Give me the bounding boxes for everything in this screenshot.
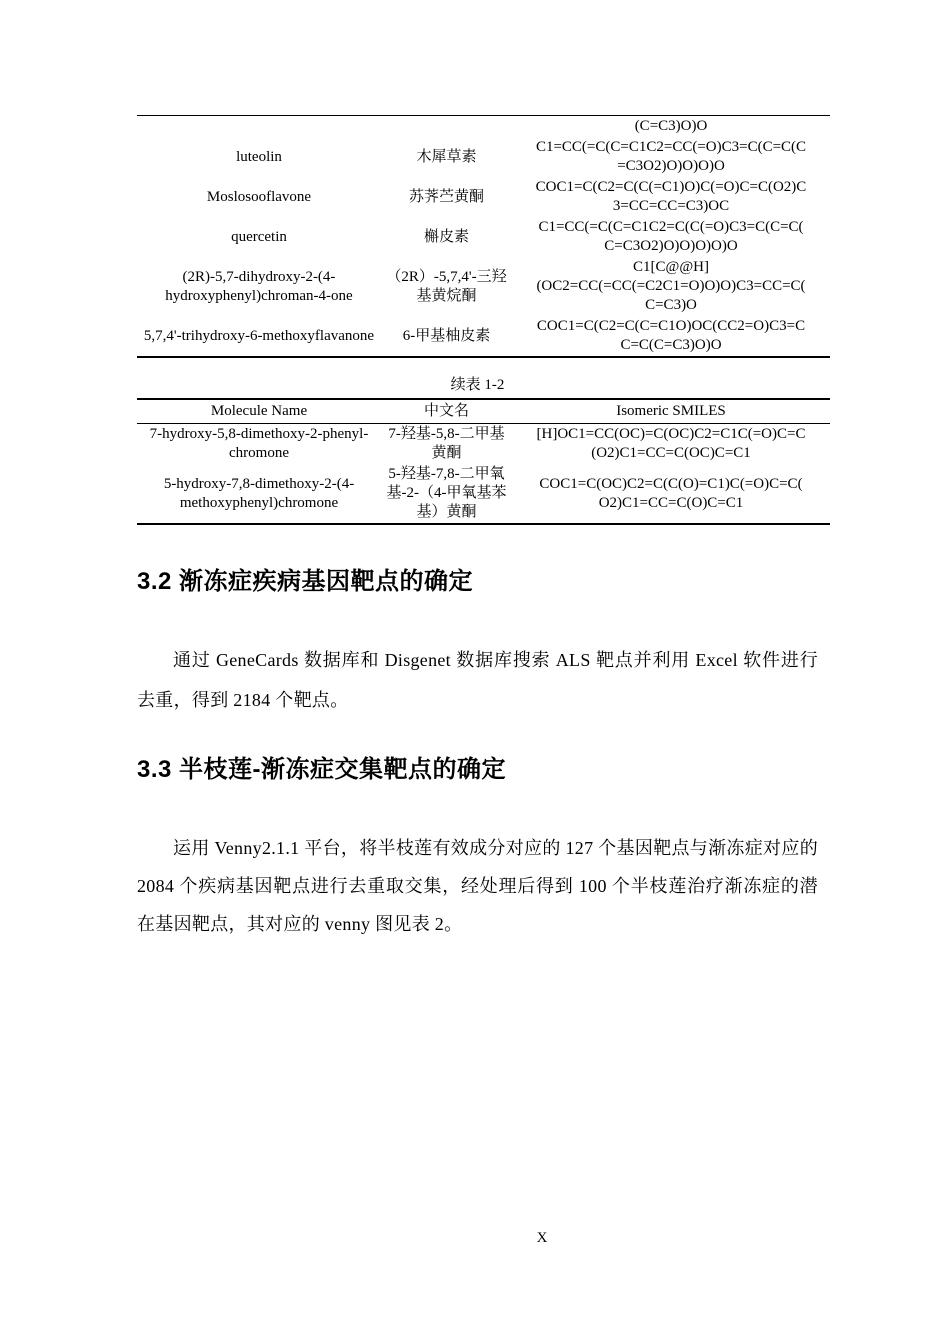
chinese-name-cell	[381, 116, 512, 138]
smiles-cell	[512, 217, 830, 257]
smiles-cell	[512, 424, 830, 465]
smiles-cell	[512, 177, 830, 217]
smiles-cell	[512, 464, 830, 524]
chinese-name-cell: （2R）-5,7,4'-三羟基黄烷酮	[386, 268, 507, 304]
smiles-cell	[512, 316, 830, 357]
section-heading-3-3: 3.3 半枝莲-渐冻症交集靶点的确定	[137, 756, 507, 783]
compound-table-continued-2	[137, 398, 830, 525]
smiles-text: 3=CC=CC=C3)OC	[612, 198, 730, 214]
molecule-name-cell: 5,7,4'-trihydroxy-6-methoxyflavanone	[143, 327, 375, 344]
chinese-name-cell: 6-甲基柚皮素	[402, 327, 491, 344]
smiles-text: C=C3)O	[645, 297, 697, 313]
chinese-name-cell: 苏荠苎黄酮	[408, 188, 484, 205]
column-header-chinese-name: 中文名	[381, 399, 512, 424]
table-row	[137, 316, 830, 357]
chinese-name-cell: 5-羟基-7,8-二甲氧基-2-（4-甲氧基苯基）黄酮	[386, 466, 507, 520]
section-paragraph-3-3: 运用 Venny2.1.1 平台，将半枝莲有效成分对应的 127 个基因靶点与渐冻症对应的 2084 个疾病基因靶点进行去重取交集，经处理后得到 100 个半枝莲治疗渐冻症的潜在基因靶点，其对应的 venny 图见表 2。	[137, 838, 818, 934]
chinese-name-cell: 槲皮素	[423, 228, 469, 245]
smiles-text: (OC2=CC(=CC(=C2C1=O)O)O)C3=CC=C(	[536, 278, 806, 294]
smiles-text: COC1=C(OC)C2=C(C(O)=C1)C(=O)C=C(	[539, 475, 803, 492]
smiles-text: O2)C1=CC=C(O)C=C1	[598, 494, 744, 511]
table-row	[137, 177, 830, 217]
section-heading-3-2: 3.2 渐冻症疾病基因靶点的确定	[137, 568, 474, 595]
smiles-text: (O2)C1=CC=C(OC)C=C1	[591, 445, 751, 461]
column-header-molecule-name: Molecule Name	[137, 399, 381, 424]
smiles-cell	[512, 257, 830, 316]
smiles-text: C1[C@@H]	[633, 259, 709, 275]
molecule-name-cell	[137, 116, 381, 138]
molecule-name-cell: luteolin	[236, 148, 282, 165]
chinese-name-cell: 木犀草素	[416, 148, 477, 165]
smiles-cell	[512, 116, 830, 138]
table-row	[137, 116, 830, 138]
smiles-text: C1=CC(=C(C=C1C2=CC(=O)C3=C(C=C(C	[535, 139, 807, 155]
table-row	[137, 257, 830, 316]
smiles-text: COC1=C(C2=C(C(=C1)O)C(=O)C=C(O2)C	[535, 179, 807, 195]
molecule-name-cell: 5-hydroxy-7,8-dimethoxy-2-(4-methoxyphenyl)chromone	[163, 475, 355, 511]
smiles-text: C1=CC(=C(C=C1C2=C(C(=O)C3=C(C=C(	[538, 219, 804, 235]
molecule-name-cell: (2R)-5,7-dihydroxy-2-(4-hydroxyphenyl)chroman-4-one	[165, 268, 353, 304]
molecule-name-cell: Moslosooflavone	[206, 188, 312, 205]
table-row	[137, 424, 830, 465]
page-number: X	[536, 1230, 548, 1246]
section-paragraph-3-2: 通过 GeneCards 数据库和 Disgenet 数据库搜索 ALS 靶点并利用 Excel 软件进行去重，得到 2184 个靶点。	[137, 650, 818, 710]
table-row	[137, 137, 830, 177]
molecule-name-cell: quercetin	[231, 228, 287, 245]
smiles-text: (C=C3)O)O	[634, 118, 708, 134]
smiles-text: =C3O2)O)O)O)O	[617, 158, 725, 174]
chinese-name-cell: 7-羟基-5,8-二甲基黄酮	[388, 426, 505, 461]
column-header-isomeric-smiles: Isomeric SMILES	[512, 399, 830, 424]
molecule-name-cell: 7-hydroxy-5,8-dimethoxy-2-phenyl-chromone	[149, 426, 369, 461]
compound-table-continued	[137, 115, 830, 358]
table-caption: 续表 1-2	[450, 377, 505, 393]
smiles-text: [H]OC1=CC(OC)=C(OC)C2=C1C(=O)C=C	[536, 426, 806, 442]
smiles-text: C=C(C=C3)O)O	[620, 337, 722, 353]
table-header-row	[137, 399, 830, 424]
table-row	[137, 217, 830, 257]
table-row	[137, 464, 830, 524]
smiles-text: C=C3O2)O)O)O)O)O	[604, 238, 738, 254]
smiles-text: COC1=C(C2=C(C=C1O)OC(CC2=O)C3=C	[536, 318, 806, 334]
smiles-cell	[512, 137, 830, 177]
